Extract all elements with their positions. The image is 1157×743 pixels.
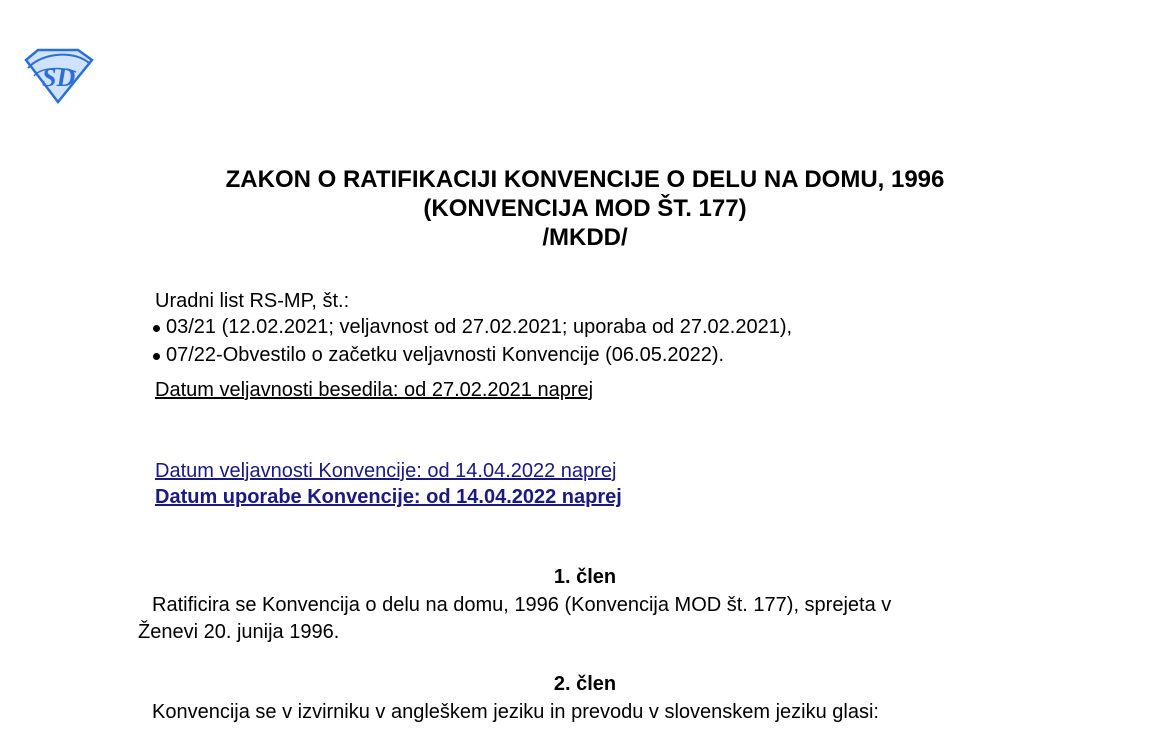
convention-application-link[interactable]: Datum uporabe Konvencije: od 14.04.2022 naprej — [155, 486, 622, 508]
article-2-line-1: Konvencija se v izvirniku v angleškem jeziku in prevodu v slovenskem jeziku glasi: — [152, 701, 879, 723]
svg-text:SD: SD — [42, 63, 76, 92]
gazette-item: 03/21 (12.02.2021; veljavnost od 27.02.2021; uporaba od 27.02.2021), — [150, 313, 792, 341]
article-1-line-1: Ratificira se Konvencija o delu na domu, 1996 (Konvencija MOD št. 177), sprejeta v — [152, 594, 892, 616]
title-line-2: (KONVENCIJA MOD ŠT. 177) — [423, 195, 747, 222]
gazette-item: 07/22-Obvestilo o začetku veljavnosti Konvencije (06.05.2022). — [150, 341, 792, 369]
gazette-list — [150, 313, 792, 369]
article-1-heading: 1. člen — [553, 566, 617, 588]
title-line-1: ZAKON O RATIFIKACIJI KONVENCIJE O DELU NA DOMU, 1996 — [225, 166, 945, 193]
title-line-3: /MKDD/ — [542, 224, 628, 251]
article-1-line-2: Ženevi 20. junija 1996. — [138, 621, 340, 643]
article-2-heading: 2. člen — [553, 673, 617, 695]
document-title — [0, 165, 1157, 252]
sd-logo-icon — [20, 46, 96, 104]
convention-validity-link[interactable]: Datum veljavnosti Konvencije: od 14.04.2022 naprej — [155, 460, 617, 482]
text-validity-link[interactable]: Datum veljavnosti besedila: od 27.02.2021 naprej — [155, 379, 594, 401]
gazette-label: Uradni list RS-MP, št.: — [155, 290, 350, 312]
